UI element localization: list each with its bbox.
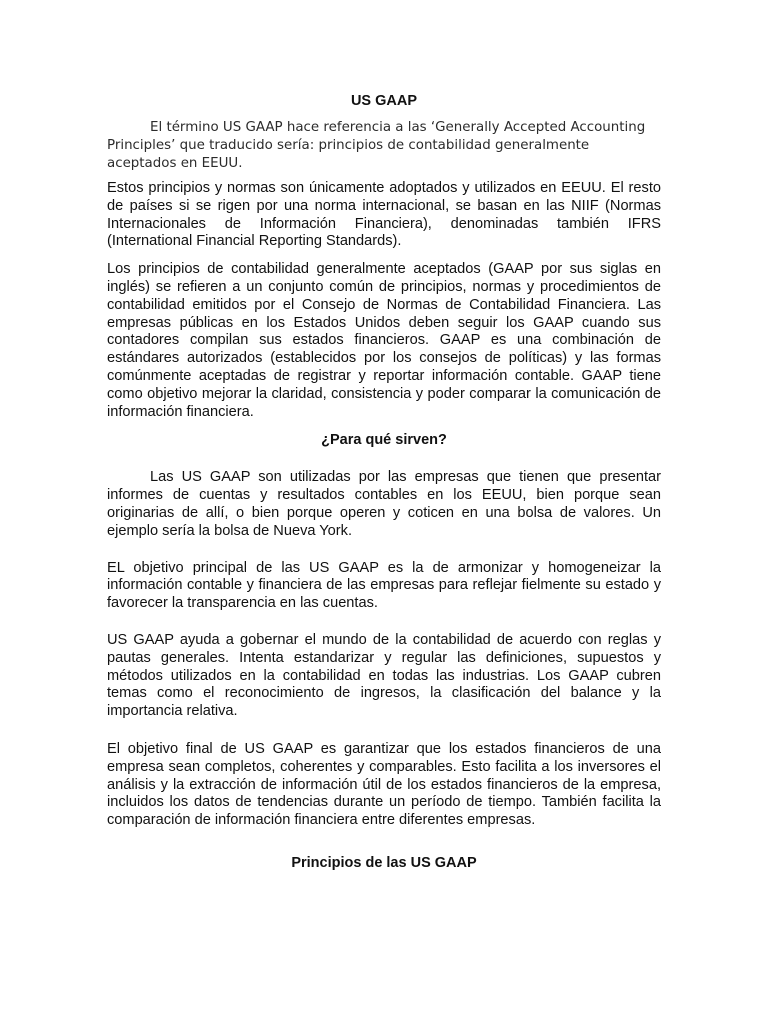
paragraph-final-objective: El objetivo final de US GAAP es garantizar que los estados financieros de una empresa sean completos, coherentes y comparables. Esto facilita a los inversores el análisis y la extracción de información útil de los estados financieros de la empresa, incluidos los datos de tendencias durante un período de tiempo. También facilita la comparación de información financiera entre diferentes empresas. (107, 740, 661, 829)
paragraph-governance: US GAAP ayuda a gobernar el mundo de la contabilidad de acuerdo con reglas y pautas generales. Intenta estandarizar y regular las definiciones, supuestos y métodos utilizados en la contabilidad en todas las industrias. Los GAAP cubren temas como el reconocimiento de ingresos, la clasificación del balance y la importancia relativa. (107, 631, 661, 720)
paragraph-who-uses: Las US GAAP son utilizadas por las empresas que tienen que presentar informes de cuentas y resultados contables en los EEUU, bien porque sean originarias de allí, o bien porque operen y coticen en una bolsa de valores. Un ejemplo sería la bolsa de Nueva York. (107, 469, 661, 539)
paragraph-gaap-definition: Los principios de contabilidad generalmente aceptados (GAAP por sus siglas en inglés) se refieren a un conjunto común de principios, normas y procedimientos de contabilidad emitidos por el Consejo de Normas de Contabilidad Financiera. Las empresas públicas en los Estados Unidos deben seguir los GAAP cuando sus contadores compilan sus estados financieros. GAAP es una combinación de estándares autorizados (establecidos por los consejos de políticas) y las formas comúnmente aceptadas de registrar y reportar información contable. GAAP tiene como objetivo mejorar la claridad, consistencia y poder comparar la comunicación de información financiera. (107, 261, 661, 420)
document-page (107, 92, 661, 872)
paragraph-main-objective: EL objetivo principal de las US GAAP es la de armonizar y homogeneizar la información contable y financiera de las empresas para reflejar fielmente su estado y favorecer la transparencia en las cuentas. (107, 559, 661, 612)
paragraph-usage-scope: Estos principios y normas son únicamente adoptados y utilizados en EEUU. El resto de países si se rigen por una norma internacional, se basan en las NIIF (Normas Internacionales de Información Financiera), denominadas también IFRS (International Financial Reporting Standards). (107, 180, 661, 250)
intro-paragraph: El término US GAAP hace referencia a las ‘Generally Accepted Accounting Principles’ que traducido sería: principios de contabilidad generalmente aceptados en EEUU. (107, 120, 646, 171)
section-heading-principios: Principios de las US GAAP (291, 854, 477, 871)
section-heading-para-que-sirven: ¿Para qué sirven? (321, 432, 447, 449)
document-title: US GAAP (350, 93, 418, 109)
